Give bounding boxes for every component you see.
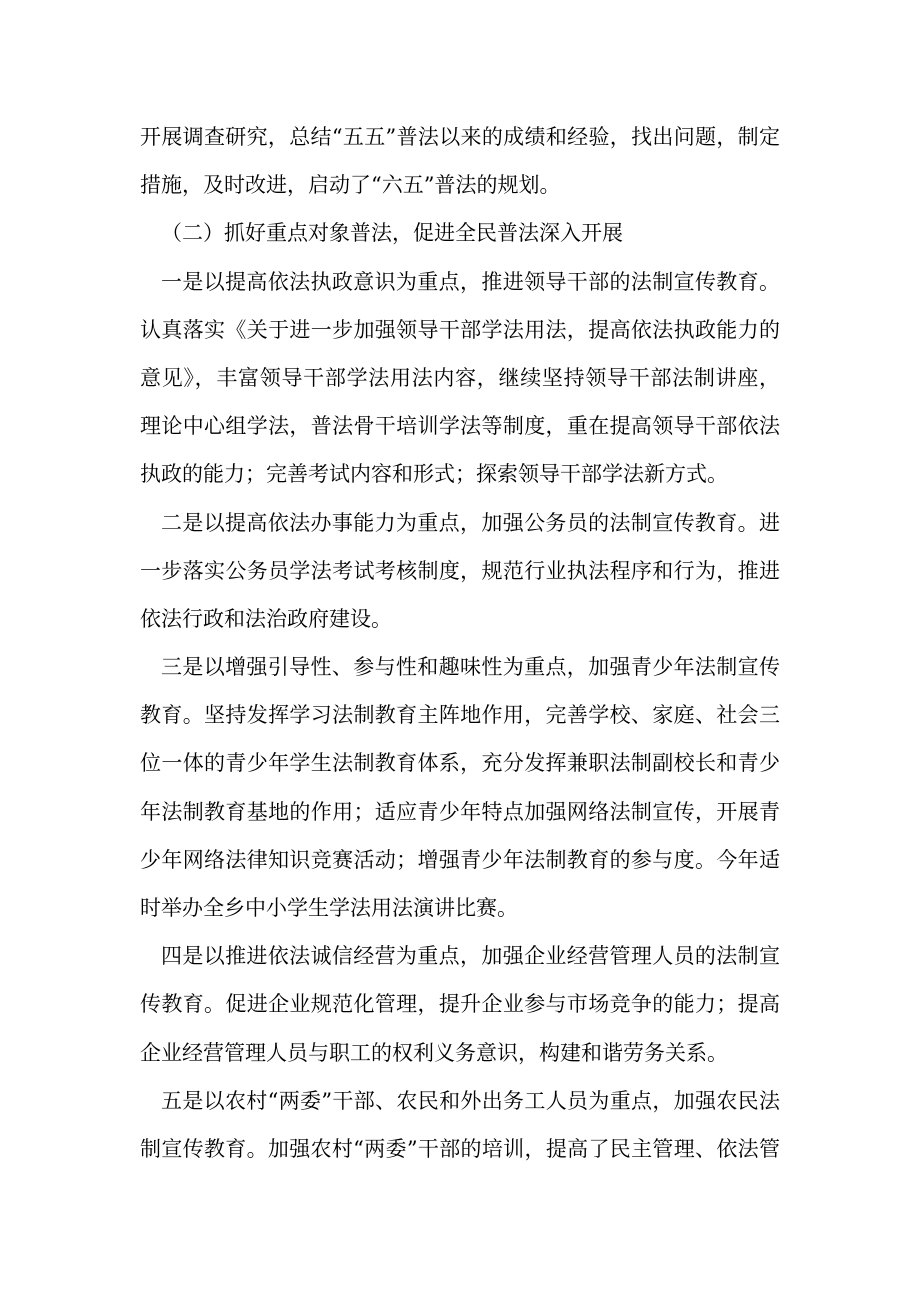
text-line: 位一体的青少年学生法制教育体系，充分发挥兼职法制副校长和青少 xyxy=(140,751,780,776)
paragraph-first-line: 二是以提高依法办事能力为重点，加强公务员的法制宣传教育。进 xyxy=(161,510,780,535)
paragraph-first-line: 四是以推进依法诚信经营为重点，加强企业经营管理人员的法制宣 xyxy=(161,944,780,969)
text-line: 措施，及时改进，启动了“六五”普法的规划。 xyxy=(140,173,561,198)
text-line: 意见》，丰富领导干部学法用法内容，继续坚持领导干部法制讲座， xyxy=(140,365,780,390)
text-line: 教育。坚持发挥学习法制教育主阵地作用，完善学校、家庭、社会三 xyxy=(140,703,780,728)
text-line: 企业经营管理人员与职工的权利义务意识，构建和谐劳务关系。 xyxy=(140,1040,728,1065)
section-heading: （二）抓好重点对象普法，促进全民普法深入开展 xyxy=(161,221,623,246)
text-line: 少年网络法律知识竞赛活动；增强青少年法制教育的参与度。今年适 xyxy=(140,847,780,872)
text-line: 依法行政和法治政府建设。 xyxy=(140,606,392,631)
text-line: 年法制教育基地的作用；适应青少年特点加强网络法制宣传，开展青 xyxy=(140,799,780,824)
text-line: 时举办全乡中小学生学法用法演讲比赛。 xyxy=(140,896,518,920)
paragraph-first-line: 一是以提高依法执政意识为重点，推进领导干部的法制宣传教育。 xyxy=(161,269,780,294)
text-line: 传教育。促进企业规范化管理，提升企业参与市场竞争的能力；提高 xyxy=(140,992,780,1017)
body-text xyxy=(140,113,780,1173)
text-line: 制宣传教育。加强农村“两委”干部的培训，提高了民主管理、依法管 xyxy=(140,1136,780,1161)
text-line: 认真落实《关于进一步加强领导干部学法用法，提高依法执政能力的 xyxy=(140,317,780,342)
text-line: 开展调查研究，总结“五五”普法以来的成绩和经验，找出问题，制定 xyxy=(140,125,780,149)
paragraph-first-line: 三是以增强引导性、参与性和趣味性为重点，加强青少年法制宣传 xyxy=(161,655,780,680)
text-line: 理论中心组学法，普法骨干培训学法等制度，重在提高领导干部依法 xyxy=(140,414,780,439)
paragraph-first-line: 五是以农村“两委”干部、农民和外出务工人员为重点，加强农民法 xyxy=(161,1088,780,1113)
text-line: 执政的能力；完善考试内容和形式；探索领导干部学法新方式。 xyxy=(140,462,728,487)
text-line: 一步落实公务员学法考试考核制度，规范行业执法程序和行为，推进 xyxy=(140,558,780,583)
